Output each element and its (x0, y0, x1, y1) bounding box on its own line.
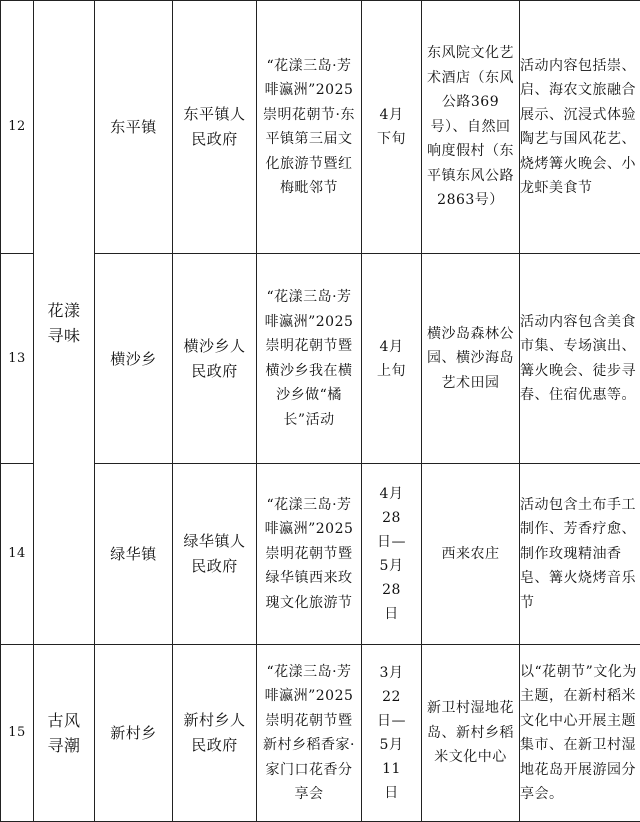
row-number: 12 (1, 1, 34, 254)
town-cell: 绿华镇 (95, 464, 173, 645)
time-cell: 3月22日—5月11日 (362, 645, 422, 822)
row-number: 13 (1, 254, 34, 464)
venue-cell: 横沙岛森林公园、横沙海岛艺术田园 (422, 254, 520, 464)
time-cell: 4月上旬 (362, 254, 422, 464)
content-cell: 以“花朝节”文化为主题，在新村稻米文化中心开展主题集市、在新卫村湿地花岛开展游园分享会。 (520, 645, 640, 822)
category-cell: 古风寻潮 (34, 645, 95, 822)
table-row (1, 645, 640, 822)
town-cell: 横沙乡 (95, 254, 173, 464)
organizer-cell: 横沙乡人民政府 (173, 254, 257, 464)
activity-cell: “花漾三岛·芳啡瀛洲”2025崇明花朝节·东平镇第三届文化旅游节暨红梅毗邻节 (257, 1, 362, 254)
organizer-cell: 新村乡人民政府 (173, 645, 257, 822)
organizer-cell: 东平镇人民政府 (173, 1, 257, 254)
town-cell: 东平镇 (95, 1, 173, 254)
category-cell: 花漾寻味 (34, 1, 95, 645)
row-number: 14 (1, 464, 34, 645)
table-row (1, 464, 640, 645)
venue-cell: 东风院文化艺术酒店（东风公路369号）、自然回响度假村（东平镇东风公路2863号） (422, 1, 520, 254)
content-cell: 活动内容包括崇、启、海农文旅融合展示、沉浸式体验陶艺与国风花艺、烧烤篝火晚会、小龙虾美食节 (520, 1, 640, 254)
table-row (1, 1, 640, 254)
venue-cell: 西来农庄 (422, 464, 520, 645)
time-cell: 4月28日—5月28日 (362, 464, 422, 645)
activity-cell: “花漾三岛·芳啡瀛洲”2025崇明花朝节暨绿华镇西来玫瑰文化旅游节 (257, 464, 362, 645)
activity-cell: “花漾三岛·芳啡瀛洲”2025崇明花朝节暨新村乡稻香家·家门口花香分享会 (257, 645, 362, 822)
time-cell: 4月下旬 (362, 1, 422, 254)
table-row (1, 254, 640, 464)
row-number: 15 (1, 645, 34, 822)
content-cell: 活动内容包含美食市集、专场演出、篝火晚会、徒步寻春、住宿优惠等。 (520, 254, 640, 464)
activity-cell: “花漾三岛·芳啡瀛洲”2025崇明花朝节暨横沙乡我在横沙乡做“橘长”活动 (257, 254, 362, 464)
venue-cell: 新卫村湿地花岛、新村乡稻米文化中心 (422, 645, 520, 822)
organizer-cell: 绿华镇人民政府 (173, 464, 257, 645)
content-cell: 活动包含土布手工制作、芳香疗愈、制作玫瑰精油香皂、篝火烧烤音乐节 (520, 464, 640, 645)
town-cell: 新村乡 (95, 645, 173, 822)
